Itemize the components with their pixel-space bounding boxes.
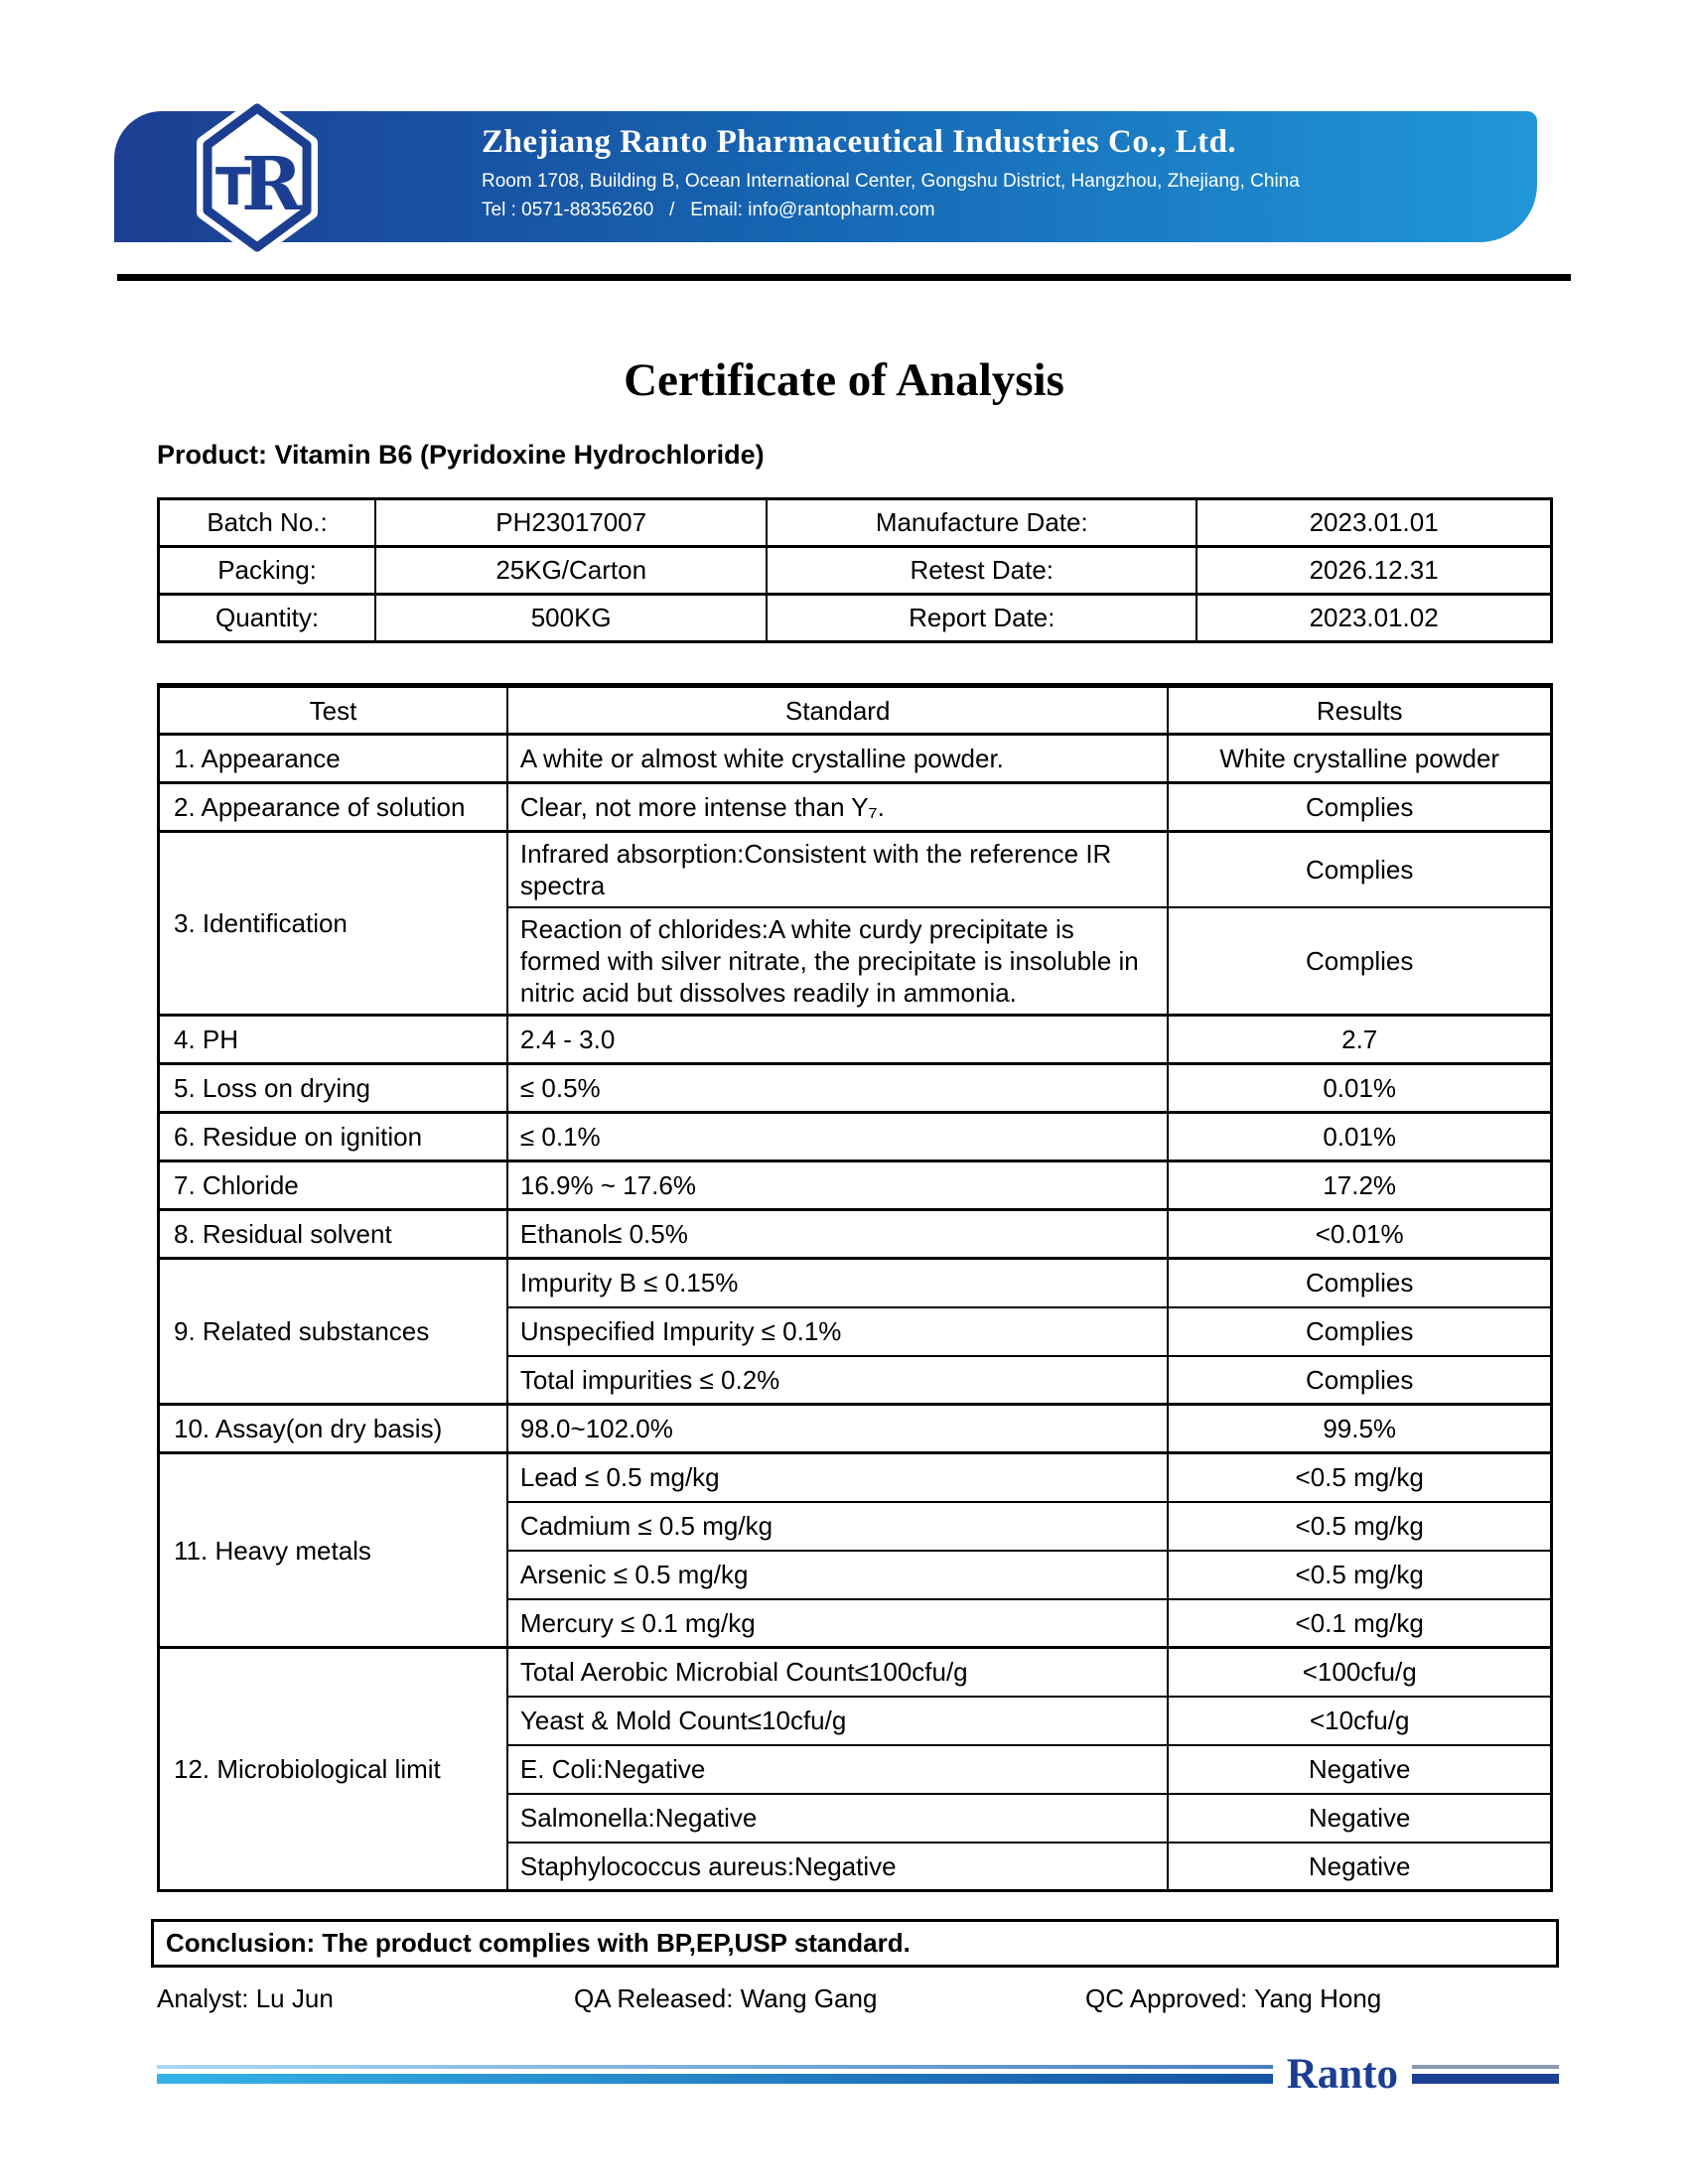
result-cell: 0.01% <box>1168 1064 1551 1113</box>
standard-cell: Reaction of chlorides:A white curdy precipitate is formed with silver nitrate, the precipitate is insoluble in nitric acid but dissolves readily in ammonia. <box>507 907 1169 1016</box>
test-name-cell: 1. Appearance <box>159 735 507 783</box>
standard-cell: 98.0~102.0% <box>507 1405 1169 1453</box>
table-row <box>159 1113 1552 1161</box>
company-name: Zhejiang Ranto Pharmaceutical Industries Co., Ltd. <box>482 124 1237 160</box>
table-row <box>159 1453 1552 1502</box>
result-cell: <0.1 mg/kg <box>1168 1599 1551 1648</box>
test-name-cell: 8. Residual solvent <box>159 1210 507 1259</box>
svg-text:T: T <box>215 158 251 217</box>
standard-cell: Staphylococcus aureus:Negative <box>507 1843 1169 1891</box>
table-row <box>159 1210 1552 1259</box>
footer-line-right <box>1412 2065 1559 2084</box>
column-header-results: Results <box>1168 686 1551 735</box>
column-header-test: Test <box>159 686 507 735</box>
result-cell: <0.01% <box>1168 1210 1551 1259</box>
header-divider <box>117 274 1571 281</box>
retest-date-value: 2026.12.31 <box>1196 547 1551 595</box>
packing-value: 25KG/Carton <box>375 547 767 595</box>
table-row <box>159 1161 1552 1210</box>
standard-cell: 2.4 - 3.0 <box>507 1016 1169 1064</box>
company-contact: Tel : 0571-88356260 / Email: info@rantopharm.com <box>482 199 935 220</box>
result-cell: Complies <box>1168 783 1551 832</box>
standard-cell: Infrared absorption:Consistent with the reference IR spectra <box>507 832 1169 908</box>
result-cell: 0.01% <box>1168 1113 1551 1161</box>
manufacture-date-value: 2023.01.01 <box>1196 499 1551 547</box>
result-cell: <100cfu/g <box>1168 1648 1551 1697</box>
company-header-banner <box>114 111 1537 242</box>
standard-cell: Total Aerobic Microbial Count≤100cfu/g <box>507 1648 1169 1697</box>
result-cell: 17.2% <box>1168 1161 1551 1210</box>
company-header-text <box>482 124 1300 221</box>
result-cell: Complies <box>1168 1356 1551 1405</box>
test-name-cell: 10. Assay(on dry basis) <box>159 1405 507 1453</box>
company-address: Room 1708, Building B, Ocean International Center, Gongshu District, Hangzhou, Zhejiang, China <box>482 170 1300 192</box>
result-cell: <0.5 mg/kg <box>1168 1551 1551 1599</box>
result-cell: <10cfu/g <box>1168 1697 1551 1745</box>
standard-cell: Yeast & Mold Count≤10cfu/g <box>507 1697 1169 1745</box>
standard-cell: A white or almost white crystalline powder. <box>507 735 1169 783</box>
standard-cell: E. Coli:Negative <box>507 1745 1169 1794</box>
table-row <box>159 1405 1552 1453</box>
standard-cell: ≤ 0.5% <box>507 1064 1169 1113</box>
product-name: Product: Vitamin B6 (Pyridoxine Hydrochloride) <box>157 440 765 470</box>
test-results-table <box>157 683 1553 1892</box>
result-cell: Negative <box>1168 1745 1551 1794</box>
packing-label: Packing: <box>159 547 376 595</box>
result-cell: <0.5 mg/kg <box>1168 1502 1551 1551</box>
quantity-label: Quantity: <box>159 595 376 642</box>
table-row <box>159 1648 1552 1697</box>
company-logo-icon <box>196 97 319 258</box>
footer-divider <box>157 2053 1559 2096</box>
batch-no-value: PH23017007 <box>375 499 767 547</box>
svg-text:R: R <box>241 142 303 227</box>
standard-cell: Clear, not more intense than Y₇. <box>507 783 1169 832</box>
test-name-cell: 12. Microbiological limit <box>159 1648 507 1891</box>
standard-cell: Lead ≤ 0.5 mg/kg <box>507 1453 1169 1502</box>
result-cell: Negative <box>1168 1843 1551 1891</box>
retest-date-label: Retest Date: <box>767 547 1196 595</box>
batch-row <box>159 595 1552 642</box>
test-name-cell: 6. Residue on ignition <box>159 1113 507 1161</box>
table-row <box>159 832 1552 908</box>
standard-cell: 16.9% ~ 17.6% <box>507 1161 1169 1210</box>
standard-cell: Total impurities ≤ 0.2% <box>507 1356 1169 1405</box>
test-name-cell: 4. PH <box>159 1016 507 1064</box>
result-cell: 2.7 <box>1168 1016 1551 1064</box>
manufacture-date-label: Manufacture Date: <box>767 499 1196 547</box>
test-name-cell: 11. Heavy metals <box>159 1453 507 1648</box>
report-date-value: 2023.01.02 <box>1196 595 1551 642</box>
test-name-cell: 9. Related substances <box>159 1259 507 1405</box>
standard-cell: Mercury ≤ 0.1 mg/kg <box>507 1599 1169 1648</box>
result-cell: White crystalline powder <box>1168 735 1551 783</box>
table-row <box>159 1016 1552 1064</box>
batch-info-table <box>157 497 1553 643</box>
signature-analyst: Analyst: Lu Jun <box>157 1983 334 2013</box>
standard-cell: Ethanol≤ 0.5% <box>507 1210 1169 1259</box>
result-cell: Complies <box>1168 1259 1551 1307</box>
table-row <box>159 783 1552 832</box>
result-cell: Negative <box>1168 1794 1551 1843</box>
result-cell: Complies <box>1168 907 1551 1016</box>
result-cell: Complies <box>1168 832 1551 908</box>
column-header-standard: Standard <box>507 686 1169 735</box>
table-row <box>159 735 1552 783</box>
signature-qa-released: QA Released: Wang Gang <box>574 1983 878 2013</box>
quantity-value: 500KG <box>375 595 767 642</box>
conclusion-text: Conclusion: The product complies with BP,EP,USP standard. <box>166 1928 911 1958</box>
batch-no-label: Batch No.: <box>159 499 376 547</box>
standard-cell: ≤ 0.1% <box>507 1113 1169 1161</box>
test-name-cell: 5. Loss on drying <box>159 1064 507 1113</box>
test-name-cell: 7. Chloride <box>159 1161 507 1210</box>
signature-row <box>157 1983 1553 2014</box>
result-cell: Complies <box>1168 1307 1551 1356</box>
test-name-cell: 2. Appearance of solution <box>159 783 507 832</box>
standard-cell: Arsenic ≤ 0.5 mg/kg <box>507 1551 1169 1599</box>
standard-cell: Salmonella:Negative <box>507 1794 1169 1843</box>
standard-cell: Cadmium ≤ 0.5 mg/kg <box>507 1502 1169 1551</box>
standard-cell: Unspecified Impurity ≤ 0.1% <box>507 1307 1169 1356</box>
footer-line-left <box>157 2065 1273 2084</box>
batch-row <box>159 499 1552 547</box>
batch-row <box>159 547 1552 595</box>
test-name-cell: 3. Identification <box>159 832 507 1016</box>
result-cell: <0.5 mg/kg <box>1168 1453 1551 1502</box>
document-title: Certificate of Analysis <box>624 354 1064 406</box>
conclusion-box <box>151 1919 1559 1968</box>
brand-wordmark: Ranto <box>1286 2051 1398 2098</box>
signature-qc-approved: QC Approved: Yang Hong <box>1085 1983 1382 2013</box>
result-cell: 99.5% <box>1168 1405 1551 1453</box>
table-row <box>159 1064 1552 1113</box>
table-row <box>159 1259 1552 1307</box>
report-date-label: Report Date: <box>767 595 1196 642</box>
standard-cell: Impurity B ≤ 0.15% <box>507 1259 1169 1307</box>
tr-hexagon-logo-icon <box>196 97 319 258</box>
table-header-row <box>159 686 1552 735</box>
